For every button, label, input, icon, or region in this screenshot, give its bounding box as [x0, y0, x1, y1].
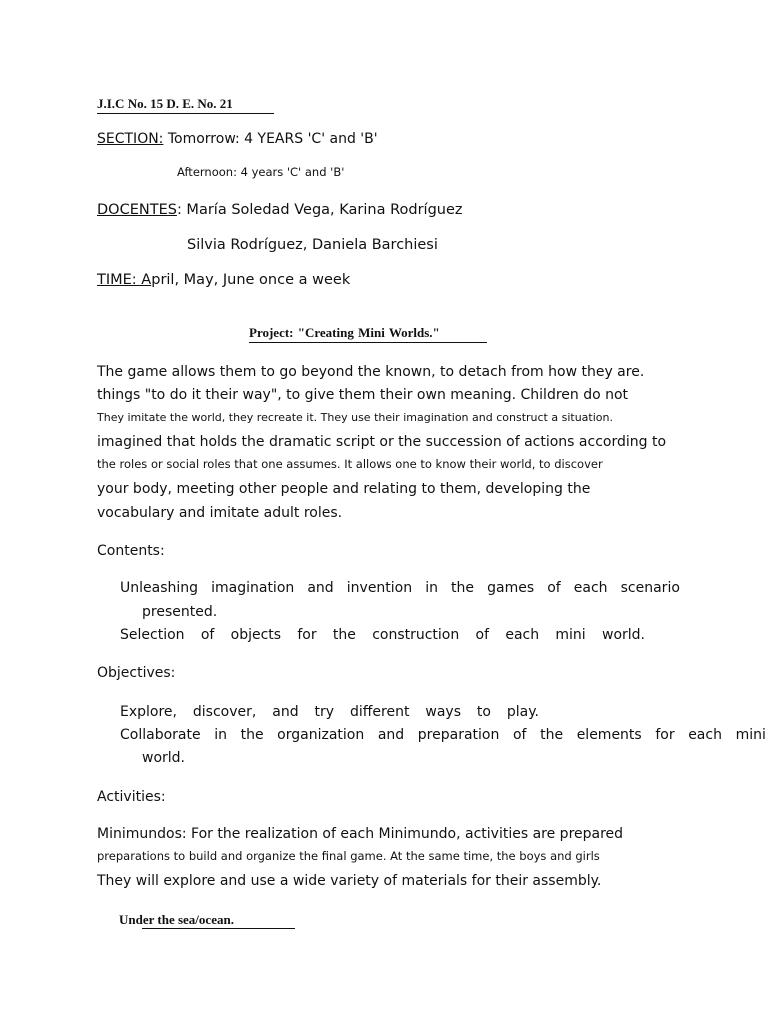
word: the [332, 627, 356, 643]
activities-heading: Activities: [97, 789, 166, 805]
word: try [314, 704, 335, 720]
word: the [240, 727, 264, 743]
section-afternoon: Afternoon: 4 years 'C' and 'B' [177, 165, 345, 179]
objectives-item-2 [120, 727, 766, 744]
docentes-label: DOCENTES [97, 202, 177, 218]
contents-heading: Contents: [97, 543, 165, 559]
word: each [573, 580, 608, 596]
word: the [540, 727, 564, 743]
intro-line-4: imagined that holds the dramatic script or the succession of actions according to [97, 434, 667, 450]
word: imagination [211, 580, 295, 596]
subsection-title: Under the sea/ocean. [119, 912, 234, 927]
word: Explore, [120, 704, 177, 720]
word: mini [555, 627, 586, 643]
intro-line-3: They imitate the world, they recreate it. They use their imagination and construct a situation. [97, 411, 613, 424]
school-header: J.I.C No. 15 D. E. No. 21 [97, 96, 233, 111]
word: in [214, 727, 227, 743]
word: each [688, 727, 722, 743]
activities-line-1: Minimundos: For the realization of each Minimundo, activities are prepared [97, 826, 624, 842]
objectives-item-2-continued: world. [142, 750, 185, 766]
contents-item-2 [120, 627, 645, 644]
word: of [547, 580, 561, 596]
activities-line-2: preparations to build and organize the final game. At the same time, the boys and girls [97, 849, 600, 863]
word: invention [346, 580, 413, 596]
word: discover, [192, 704, 257, 720]
section-morning: Tomorrow: 4 YEARS 'C' and 'B' [163, 131, 378, 147]
word: the [451, 580, 475, 596]
subsection-underline [142, 928, 295, 929]
contents-item-1-continued: presented. [142, 604, 218, 620]
header-underline [97, 113, 274, 114]
time-value: pril, May, June once a week [151, 272, 351, 288]
intro-line-7: vocabulary and imitate adult roles. [97, 505, 343, 521]
word: of [512, 727, 527, 743]
word: to [476, 704, 491, 720]
docentes-line [97, 202, 463, 219]
word: scenario [620, 580, 680, 596]
word: different [349, 704, 410, 720]
word: Unleashing [120, 580, 199, 596]
word: mini [735, 727, 766, 743]
docentes-names-1: : María Soledad Vega, Karina Rodríguez [176, 202, 463, 218]
word: play. [506, 704, 539, 720]
intro-line-6: your body, meeting other people and relating to them, developing the [97, 481, 591, 497]
word: elements [576, 727, 642, 743]
word: preparation [417, 727, 500, 743]
intro-line-1: The game allows them to go beyond the known, to detach from how they are. [97, 364, 645, 380]
word: construction [372, 627, 460, 643]
intro-line-5: the roles or social roles that one assumes. It allows one to know their world, to discover [97, 457, 603, 471]
time-line [97, 272, 350, 289]
intro-line-2: things "to do it their way", to give them their own meaning. Children do not [97, 387, 629, 403]
docentes-names-2: Silvia Rodríguez, Daniela Barchiesi [187, 237, 438, 253]
word: in [425, 580, 438, 596]
word: of [200, 627, 215, 643]
word: and [377, 727, 405, 743]
time-label: TIME: A [97, 272, 152, 288]
word: and [307, 580, 334, 596]
project-title: Project: "Creating Mini Worlds." [249, 325, 440, 340]
word: organization [277, 727, 365, 743]
word: for [297, 627, 317, 643]
word: Selection [120, 627, 185, 643]
word: of [475, 627, 490, 643]
section-line [97, 131, 378, 148]
word: games [487, 580, 535, 596]
word: each [505, 627, 540, 643]
word: world. [602, 627, 645, 643]
word: ways [425, 704, 461, 720]
word: objects [230, 627, 282, 643]
objectives-item-1 [120, 704, 539, 721]
word: Collaborate [120, 727, 201, 743]
activities-line-3: They will explore and use a wide variety of materials for their assembly. [97, 873, 602, 889]
project-title-underline [249, 342, 487, 343]
word: for [655, 727, 675, 743]
section-label: SECTION: [97, 131, 164, 147]
objectives-heading: Objectives: [97, 665, 176, 681]
contents-item-1 [120, 580, 680, 597]
word: and [272, 704, 299, 720]
